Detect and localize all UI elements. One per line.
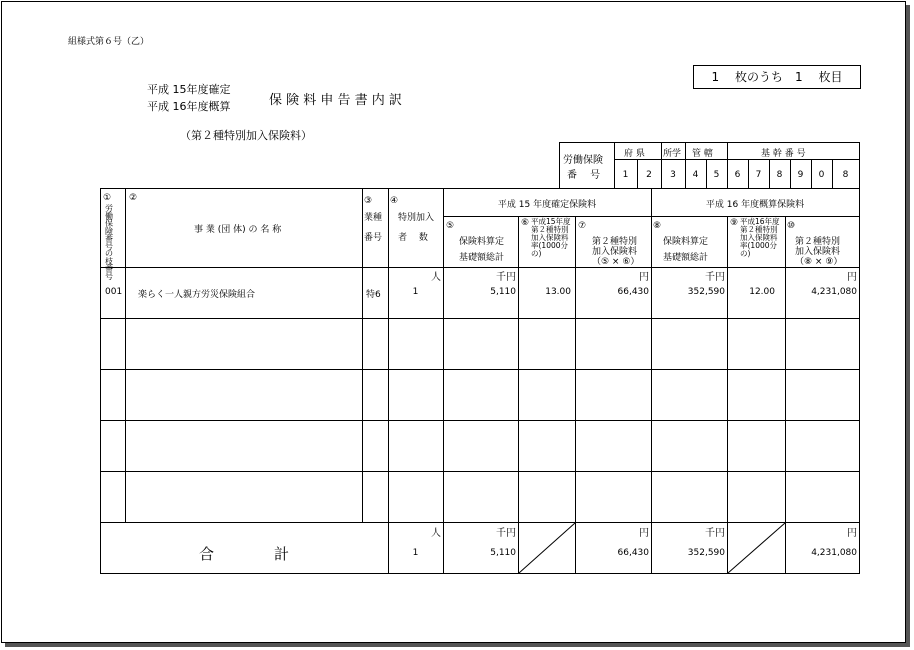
insurance-digit: 2 <box>646 170 652 180</box>
row-base-estimate: 352,590 <box>687 287 725 297</box>
header-prefecture: 府 県 <box>624 149 645 159</box>
insurance-digit: 4 <box>692 170 699 180</box>
col8-label-b: 基礎額総計 <box>663 253 709 263</box>
row-base-confirm: 5,110 <box>490 287 516 297</box>
unit-thousand-yen: 千円 <box>496 528 516 539</box>
insurance-digit: 9 <box>797 170 804 180</box>
unit-person: 人 <box>431 528 441 539</box>
insurance-number-label-top: 労働保険 <box>563 155 603 166</box>
form-id: 組様式第６号（乙） <box>68 37 150 47</box>
col3-number: ③ <box>364 196 373 206</box>
col6-number: ⑥ <box>521 218 530 228</box>
col10-label-b: 加入保険料 <box>795 247 841 257</box>
unit-yen: 円 <box>847 528 857 539</box>
insurance-digit: 5 <box>713 170 720 180</box>
header-shogaku: 所学 <box>663 149 682 159</box>
insurance-number-label-bottom: 番 号 <box>567 170 601 181</box>
unit-yen: 円 <box>639 272 649 283</box>
col8-number: ⑧ <box>653 221 662 231</box>
insurance-digit: 8 <box>842 170 849 180</box>
insurance-digit: 6 <box>734 170 741 180</box>
insurance-digit: 0 <box>818 170 825 180</box>
col4-label-b: 者 数 <box>398 233 428 243</box>
unit-thousand-yen: 千円 <box>496 272 516 283</box>
col9-number: ⑨ <box>730 218 739 228</box>
unit-person: 人 <box>431 272 441 283</box>
col10-label-c: （⑧ × ⑨） <box>795 257 843 267</box>
col5-label-b: 基礎額総計 <box>459 253 505 263</box>
col5-label-a: 保険料算定 <box>459 237 505 247</box>
group-confirm-header: 平成 15 年度確定保険料 <box>497 200 597 210</box>
insurance-digit: 8 <box>776 170 783 180</box>
col9-label: 平成16年度第２種特別加入保険料率(1000分の) <box>740 217 780 258</box>
total-premium-confirm: 66,430 <box>617 548 649 558</box>
unit-yen: 円 <box>847 272 857 283</box>
unit-thousand-yen: 千円 <box>705 528 725 539</box>
row-premium-confirm: 66,430 <box>617 287 649 297</box>
insurance-digit: 3 <box>670 170 676 180</box>
col1-number: ① <box>103 193 112 203</box>
col2-number: ② <box>129 193 138 203</box>
unit-thousand-yen: 千円 <box>705 272 725 283</box>
form-sheet <box>1 1 906 643</box>
col7-label-c: （⑤ × ⑥） <box>592 257 640 267</box>
col7-label-b: 加入保険料 <box>592 247 638 257</box>
col4-number: ④ <box>390 196 399 206</box>
header-base-number: 基 幹 番 号 <box>761 149 806 159</box>
row-business-name: 楽らく一人親方労災保険組合 <box>138 290 256 300</box>
period-confirm: 平成 15年度確定 <box>147 83 231 96</box>
col4-label-a: 特別加入 <box>398 213 435 223</box>
col2-label: 事 業 (団 体) の 名 称 <box>194 225 282 235</box>
col7-number: ⑦ <box>578 221 587 231</box>
insurance-digit: 1 <box>622 170 629 180</box>
total-premium-estimate: 4,231,080 <box>811 548 857 558</box>
group-estimate-header: 平成 16 年度概算保険料 <box>705 200 805 210</box>
col8-label-a: 保険料算定 <box>663 237 709 247</box>
document-title: 保 険 料 申 告 書 内 訳 <box>269 93 402 108</box>
period-estimate: 平成 16年度概算 <box>147 100 231 113</box>
total-base-confirm: 5,110 <box>490 548 516 558</box>
col3-label-a: 業種 <box>364 213 383 223</box>
col6-label: 平成15年度第２種特別加入保険料率(1000分の) <box>531 217 571 258</box>
unit-yen: 円 <box>639 528 649 539</box>
document-subtitle: （第２種特別加入保険料） <box>180 129 312 142</box>
row-industry-number: 特6 <box>366 290 381 300</box>
col3-label-b: 番号 <box>364 233 383 243</box>
row-branch-number: 001 <box>105 287 123 297</box>
total-members: 1 <box>412 548 419 558</box>
col7-label-a: 第２種特別 <box>592 237 638 247</box>
header-jurisdiction: 管 轄 <box>692 149 713 159</box>
total-base-estimate: 352,590 <box>687 548 725 558</box>
col1-label: 労働保険番号の枝番号 <box>105 204 113 281</box>
insurance-digit: 7 <box>755 170 762 180</box>
row-rate-estimate: 12.00 <box>749 287 775 297</box>
row-members: 1 <box>412 287 419 297</box>
col10-label-a: 第２種特別 <box>795 237 841 247</box>
page-indicator: 1 枚のうち 1 枚目 <box>693 65 861 89</box>
col5-number: ⑤ <box>446 221 455 231</box>
total-label: 合 計 <box>198 545 289 563</box>
row-rate-confirm: 13.00 <box>545 287 571 297</box>
row-premium-estimate: 4,231,080 <box>811 287 857 297</box>
col10-number: ⑩ <box>787 221 796 231</box>
